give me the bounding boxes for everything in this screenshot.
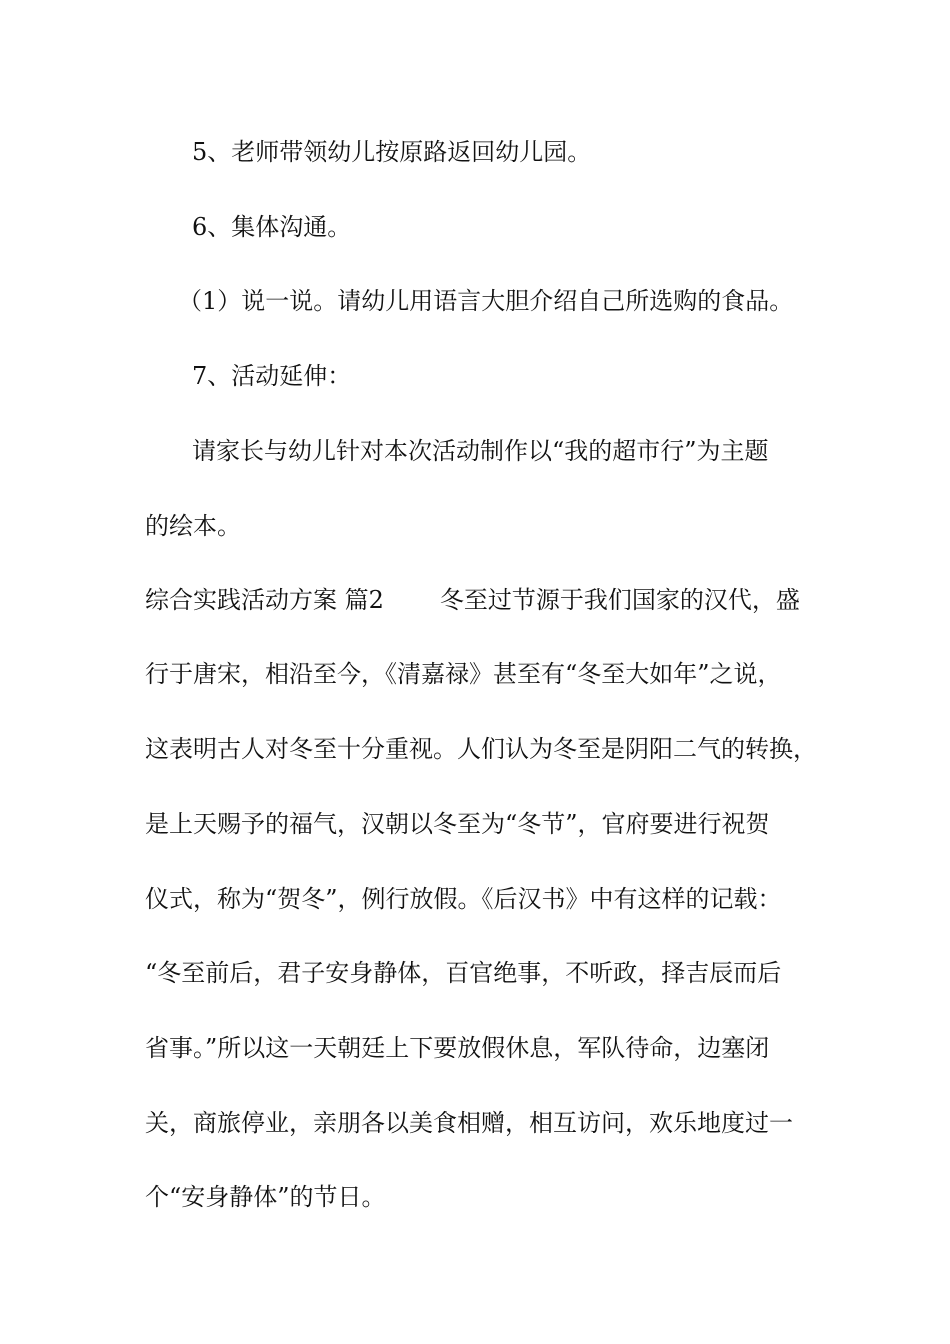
section-paragraph-line: 关，商旅停业，亲朋各以美食相赠，相互访问，欢乐地度过一	[145, 1109, 793, 1137]
extension-paragraph-line-2: 的绘本。	[145, 512, 241, 540]
step-5-text: 5、老师带领幼儿按原路返回幼儿园。	[192, 138, 592, 166]
section-paragraph-line: 是上天赐予的福气，汉朝以冬至为“冬节”，官府要进行祝贺	[145, 810, 770, 838]
extension-paragraph-line-1: 请家长与幼儿针对本次活动制作以“我的超市行”为主题	[192, 437, 769, 465]
section-paragraph-line: 仪式，称为“贺冬”，例行放假。《后汉书》中有这样的记载：	[145, 885, 782, 913]
section-paragraph-line: 个“安身静体”的节日。	[145, 1183, 386, 1211]
step-7-text: 7、活动延伸：	[192, 362, 352, 390]
section-paragraph-line: 这表明古人对冬至十分重视。人们认为冬至是阴阳二气的转换，	[145, 735, 817, 763]
section-title: 综合实践活动方案 篇2	[145, 586, 384, 614]
section-paragraph-line: “冬至前后，君子安身静体，百官绝事，不听政，择吉辰而后	[145, 959, 782, 987]
step-6-text: 6、集体沟通。	[192, 213, 352, 241]
section-heading-line	[145, 585, 800, 615]
step-6-sub-1-text: （1）说一说。请幼儿用语言大胆介绍自己所选购的食品。	[178, 287, 794, 315]
section-first-line: 冬至过节源于我们国家的汉代，盛	[439, 586, 800, 614]
section-paragraph-line: 行于唐宋，相沿至今，《清嘉禄》甚至有“冬至大如年”之说，	[145, 660, 782, 688]
section-paragraph-line: 省事。”所以这一天朝廷上下要放假休息，军队待命，边塞闭	[145, 1034, 770, 1062]
